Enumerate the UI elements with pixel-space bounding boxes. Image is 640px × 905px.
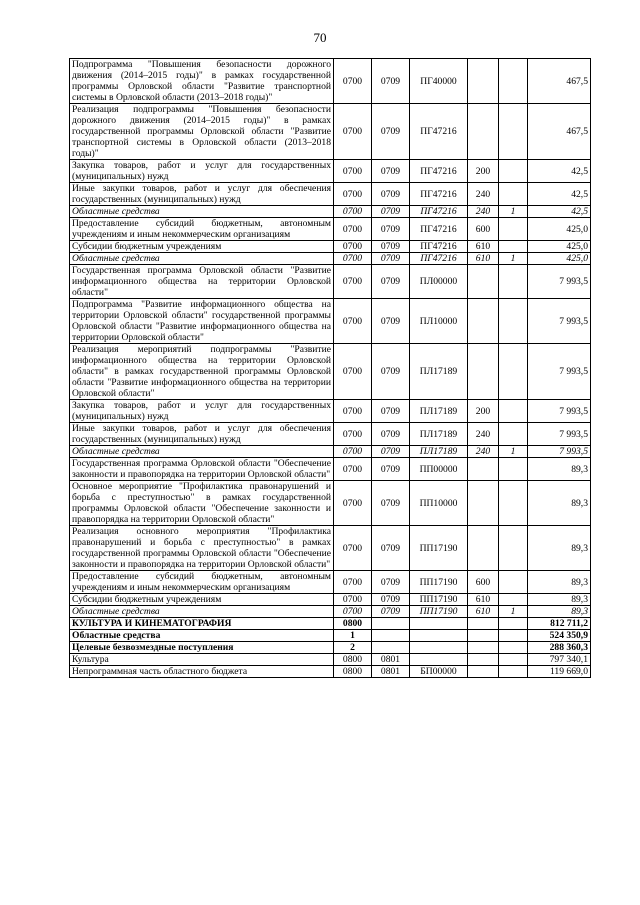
table-row bbox=[70, 481, 591, 526]
funding-source-cell bbox=[499, 218, 528, 241]
amount-cell: 288 360,3 bbox=[528, 642, 591, 654]
funding-source-cell bbox=[499, 59, 528, 104]
section-code-cell: 0700 bbox=[334, 606, 372, 618]
expense-type-cell: 240 bbox=[468, 446, 499, 458]
amount-cell: 797 340,1 bbox=[528, 654, 591, 666]
expense-type-cell bbox=[468, 666, 499, 678]
amount-cell: 7 993,5 bbox=[528, 400, 591, 423]
page-number: 70 bbox=[313, 30, 327, 45]
section-code-cell: 0800 bbox=[334, 666, 372, 678]
expense-type-cell: 600 bbox=[468, 218, 499, 241]
section-code-cell: 0700 bbox=[334, 446, 372, 458]
target-article-cell: ПГ47216 bbox=[410, 253, 468, 265]
section-code-cell: 0800 bbox=[334, 654, 372, 666]
target-article-cell: ПГ47216 bbox=[410, 160, 468, 183]
row-name-cell: Закупка товаров, работ и услуг для государственных (муниципальных) нужд bbox=[70, 400, 334, 423]
expense-type-cell: 240 bbox=[468, 183, 499, 206]
amount-cell: 425,0 bbox=[528, 218, 591, 241]
budget-table bbox=[69, 58, 591, 678]
expense-type-cell: 200 bbox=[468, 400, 499, 423]
funding-source-cell: 1 bbox=[499, 206, 528, 218]
subsection-code-cell: 0709 bbox=[372, 104, 410, 160]
target-article-cell: ПП17190 bbox=[410, 594, 468, 606]
subsection-code-cell: 0709 bbox=[372, 59, 410, 104]
row-name-cell: Областные средства bbox=[70, 206, 334, 218]
amount-cell: 42,5 bbox=[528, 183, 591, 206]
amount-cell: 89,3 bbox=[528, 571, 591, 594]
target-article-cell: ПГ47216 bbox=[410, 183, 468, 206]
table-row bbox=[70, 446, 591, 458]
expense-type-cell bbox=[468, 344, 499, 400]
section-code-cell: 0700 bbox=[334, 218, 372, 241]
amount-cell: 7 993,5 bbox=[528, 265, 591, 299]
section-code-cell: 0700 bbox=[334, 481, 372, 526]
funding-source-cell bbox=[499, 299, 528, 344]
table-row bbox=[70, 218, 591, 241]
amount-cell: 7 993,5 bbox=[528, 299, 591, 344]
expense-type-cell: 240 bbox=[468, 423, 499, 446]
amount-cell: 812 711,2 bbox=[528, 618, 591, 630]
subsection-code-cell: 0709 bbox=[372, 218, 410, 241]
row-name-cell: КУЛЬТУРА И КИНЕМАТОГРАФИЯ bbox=[70, 618, 334, 630]
row-name-cell: Областные средства bbox=[70, 446, 334, 458]
funding-source-cell bbox=[499, 630, 528, 642]
target-article-cell: ПП17190 bbox=[410, 606, 468, 618]
subsection-code-cell: 0709 bbox=[372, 183, 410, 206]
row-name-cell: Иные закупки товаров, работ и услуг для обеспечения государственных (муниципальных) нужд bbox=[70, 183, 334, 206]
amount-cell: 119 669,0 bbox=[528, 666, 591, 678]
section-code-cell: 0700 bbox=[334, 594, 372, 606]
funding-source-cell bbox=[499, 594, 528, 606]
target-article-cell: ПЛ17189 bbox=[410, 400, 468, 423]
funding-source-cell bbox=[499, 458, 528, 481]
funding-source-cell bbox=[499, 265, 528, 299]
funding-source-cell bbox=[499, 642, 528, 654]
expense-type-cell bbox=[468, 481, 499, 526]
section-code-cell: 0700 bbox=[334, 344, 372, 400]
subsection-code-cell: 0709 bbox=[372, 299, 410, 344]
row-name-cell: Иные закупки товаров, работ и услуг для обеспечения государственных (муниципальных) нужд bbox=[70, 423, 334, 446]
row-name-cell: Подпрограмма "Развитие информационного общества на территории Орловской области" государственной программы Орловской области "Развитие информационного общества на территории Орловской области" bbox=[70, 299, 334, 344]
row-name-cell: Государственная программа Орловской области "Развитие информационного общества на территории Орловской области" bbox=[70, 265, 334, 299]
row-name-cell: Государственная программа Орловской области "Обеспечение законности и правопорядка на территории Орловской области" bbox=[70, 458, 334, 481]
subsection-code-cell: 0709 bbox=[372, 458, 410, 481]
section-code-cell: 0700 bbox=[334, 299, 372, 344]
amount-cell: 89,3 bbox=[528, 594, 591, 606]
expense-type-cell: 240 bbox=[468, 206, 499, 218]
target-article-cell: БП00000 bbox=[410, 666, 468, 678]
funding-source-cell bbox=[499, 423, 528, 446]
subsection-code-cell: 0709 bbox=[372, 423, 410, 446]
amount-cell: 42,5 bbox=[528, 206, 591, 218]
expense-type-cell: 600 bbox=[468, 571, 499, 594]
target-article-cell bbox=[410, 654, 468, 666]
section-code-cell: 0800 bbox=[334, 618, 372, 630]
funding-source-cell: 1 bbox=[499, 606, 528, 618]
expense-type-cell: 200 bbox=[468, 160, 499, 183]
section-code-cell: 1 bbox=[334, 630, 372, 642]
row-name-cell: Основное мероприятие "Профилактика правонарушений и борьба с преступностью" в рамках государственной программы Орловской области "Обеспечение законности и правопорядка на территории Орловской области" bbox=[70, 481, 334, 526]
row-name-cell: Реализация подпрограммы "Повышения безопасности дорожного движения (2014–2015 годы)" в рамках государственной программы Орловской области "Развитие транспортной системы в Орловской области (2013–2018 годы)" bbox=[70, 104, 334, 160]
row-name-cell: Областные средства bbox=[70, 253, 334, 265]
table-row bbox=[70, 571, 591, 594]
table-row bbox=[70, 594, 591, 606]
funding-source-cell: 1 bbox=[499, 446, 528, 458]
amount-cell: 42,5 bbox=[528, 160, 591, 183]
amount-cell: 425,0 bbox=[528, 241, 591, 253]
funding-source-cell bbox=[499, 571, 528, 594]
budget-table-body bbox=[70, 59, 591, 678]
subsection-code-cell bbox=[372, 618, 410, 630]
subsection-code-cell: 0709 bbox=[372, 526, 410, 571]
funding-source-cell bbox=[499, 526, 528, 571]
section-code-cell: 0700 bbox=[334, 59, 372, 104]
row-name-cell: Областные средства bbox=[70, 630, 334, 642]
table-row bbox=[70, 458, 591, 481]
table-row bbox=[70, 160, 591, 183]
expense-type-cell: 610 bbox=[468, 253, 499, 265]
section-code-cell: 2 bbox=[334, 642, 372, 654]
subsection-code-cell: 0709 bbox=[372, 253, 410, 265]
amount-cell: 467,5 bbox=[528, 104, 591, 160]
target-article-cell: ПП10000 bbox=[410, 481, 468, 526]
subsection-code-cell: 0709 bbox=[372, 571, 410, 594]
expense-type-cell bbox=[468, 630, 499, 642]
expense-type-cell: 610 bbox=[468, 606, 499, 618]
section-code-cell: 0700 bbox=[334, 265, 372, 299]
funding-source-cell bbox=[499, 666, 528, 678]
amount-cell: 467,5 bbox=[528, 59, 591, 104]
target-article-cell: ПГ40000 bbox=[410, 59, 468, 104]
expense-type-cell: 610 bbox=[468, 241, 499, 253]
table-row bbox=[70, 253, 591, 265]
expense-type-cell bbox=[468, 299, 499, 344]
expense-type-cell bbox=[468, 59, 499, 104]
table-row bbox=[70, 183, 591, 206]
row-name-cell: Закупка товаров, работ и услуг для государственных (муниципальных) нужд bbox=[70, 160, 334, 183]
funding-source-cell bbox=[499, 183, 528, 206]
funding-source-cell bbox=[499, 344, 528, 400]
section-code-cell: 0700 bbox=[334, 526, 372, 571]
table-row bbox=[70, 400, 591, 423]
table-row bbox=[70, 654, 591, 666]
funding-source-cell bbox=[499, 654, 528, 666]
amount-cell: 89,3 bbox=[528, 481, 591, 526]
target-article-cell bbox=[410, 642, 468, 654]
target-article-cell: ПГ47216 bbox=[410, 218, 468, 241]
subsection-code-cell: 0709 bbox=[372, 265, 410, 299]
subsection-code-cell bbox=[372, 630, 410, 642]
table-row bbox=[70, 526, 591, 571]
table-row bbox=[70, 423, 591, 446]
table-row bbox=[70, 299, 591, 344]
target-article-cell bbox=[410, 630, 468, 642]
subsection-code-cell: 0709 bbox=[372, 160, 410, 183]
amount-cell: 7 993,5 bbox=[528, 344, 591, 400]
target-article-cell: ПП17190 bbox=[410, 526, 468, 571]
subsection-code-cell: 0709 bbox=[372, 481, 410, 526]
row-name-cell: Реализация основного мероприятия "Профилактика правонарушений и борьба с преступностью" в рамках государственной программы Орловской области "Обеспечение законности и правопорядка на территории Орловской области" bbox=[70, 526, 334, 571]
funding-source-cell bbox=[499, 618, 528, 630]
table-row bbox=[70, 344, 591, 400]
expense-type-cell bbox=[468, 526, 499, 571]
subsection-code-cell: 0709 bbox=[372, 606, 410, 618]
row-name-cell: Предоставление субсидий бюджетным, автономным учреждениям и иным некоммерческим организациям bbox=[70, 571, 334, 594]
target-article-cell: ПП00000 bbox=[410, 458, 468, 481]
amount-cell: 7 993,5 bbox=[528, 423, 591, 446]
section-code-cell: 0700 bbox=[334, 400, 372, 423]
funding-source-cell bbox=[499, 104, 528, 160]
table-row bbox=[70, 666, 591, 678]
section-code-cell: 0700 bbox=[334, 206, 372, 218]
section-code-cell: 0700 bbox=[334, 183, 372, 206]
target-article-cell: ПЛ17189 bbox=[410, 446, 468, 458]
subsection-code-cell: 0709 bbox=[372, 241, 410, 253]
target-article-cell: ПГ47216 bbox=[410, 206, 468, 218]
target-article-cell: ПЛ17189 bbox=[410, 344, 468, 400]
table-row bbox=[70, 630, 591, 642]
subsection-code-cell: 0709 bbox=[372, 446, 410, 458]
table-row bbox=[70, 241, 591, 253]
row-name-cell: Целевые безвозмездные поступления bbox=[70, 642, 334, 654]
funding-source-cell bbox=[499, 400, 528, 423]
amount-cell: 425,0 bbox=[528, 253, 591, 265]
target-article-cell: ПЛ17189 bbox=[410, 423, 468, 446]
amount-cell: 89,3 bbox=[528, 526, 591, 571]
row-name-cell: Предоставление субсидий бюджетным, автономным учреждениям и иным некоммерческим организациям bbox=[70, 218, 334, 241]
expense-type-cell: 610 bbox=[468, 594, 499, 606]
expense-type-cell bbox=[468, 654, 499, 666]
expense-type-cell bbox=[468, 265, 499, 299]
subsection-code-cell: 0801 bbox=[372, 666, 410, 678]
target-article-cell: ПП17190 bbox=[410, 571, 468, 594]
target-article-cell: ПГ47216 bbox=[410, 241, 468, 253]
subsection-code-cell bbox=[372, 642, 410, 654]
table-row bbox=[70, 206, 591, 218]
expense-type-cell bbox=[468, 642, 499, 654]
table-row bbox=[70, 59, 591, 104]
funding-source-cell: 1 bbox=[499, 253, 528, 265]
row-name-cell: Субсидии бюджетным учреждениям bbox=[70, 241, 334, 253]
row-name-cell: Подпрограмма "Повышения безопасности дорожного движения (2014–2015 годы)" в рамках государственной программы Орловской области "Развитие транспортной системы в Орловской области (2013–2018 годы)" bbox=[70, 59, 334, 104]
section-code-cell: 0700 bbox=[334, 104, 372, 160]
target-article-cell: ПГ47216 bbox=[410, 104, 468, 160]
row-name-cell: Субсидии бюджетным учреждениям bbox=[70, 594, 334, 606]
funding-source-cell bbox=[499, 481, 528, 526]
subsection-code-cell: 0709 bbox=[372, 344, 410, 400]
table-row bbox=[70, 265, 591, 299]
target-article-cell: ПЛ00000 bbox=[410, 265, 468, 299]
expense-type-cell bbox=[468, 618, 499, 630]
row-name-cell: Культура bbox=[70, 654, 334, 666]
subsection-code-cell: 0801 bbox=[372, 654, 410, 666]
section-code-cell: 0700 bbox=[334, 241, 372, 253]
amount-cell: 524 350,9 bbox=[528, 630, 591, 642]
section-code-cell: 0700 bbox=[334, 571, 372, 594]
row-name-cell: Непрограммная часть областного бюджета bbox=[70, 666, 334, 678]
expense-type-cell bbox=[468, 104, 499, 160]
funding-source-cell bbox=[499, 160, 528, 183]
table-row bbox=[70, 104, 591, 160]
row-name-cell: Реализация мероприятий подпрограммы "Развитие информационного общества на территории Орловской области" в рамках государственной программы Орловской области "Развитие информационного общества на территории Орловской области" bbox=[70, 344, 334, 400]
subsection-code-cell: 0709 bbox=[372, 400, 410, 423]
section-code-cell: 0700 bbox=[334, 423, 372, 446]
section-code-cell: 0700 bbox=[334, 458, 372, 481]
subsection-code-cell: 0709 bbox=[372, 206, 410, 218]
expense-type-cell bbox=[468, 458, 499, 481]
table-row bbox=[70, 606, 591, 618]
row-name-cell: Областные средства bbox=[70, 606, 334, 618]
amount-cell: 89,3 bbox=[528, 458, 591, 481]
amount-cell: 7 993,5 bbox=[528, 446, 591, 458]
funding-source-cell bbox=[499, 241, 528, 253]
table-row bbox=[70, 642, 591, 654]
section-code-cell: 0700 bbox=[334, 160, 372, 183]
target-article-cell: ПЛ10000 bbox=[410, 299, 468, 344]
target-article-cell bbox=[410, 618, 468, 630]
section-code-cell: 0700 bbox=[334, 253, 372, 265]
subsection-code-cell: 0709 bbox=[372, 594, 410, 606]
table-row bbox=[70, 618, 591, 630]
amount-cell: 89,3 bbox=[528, 606, 591, 618]
